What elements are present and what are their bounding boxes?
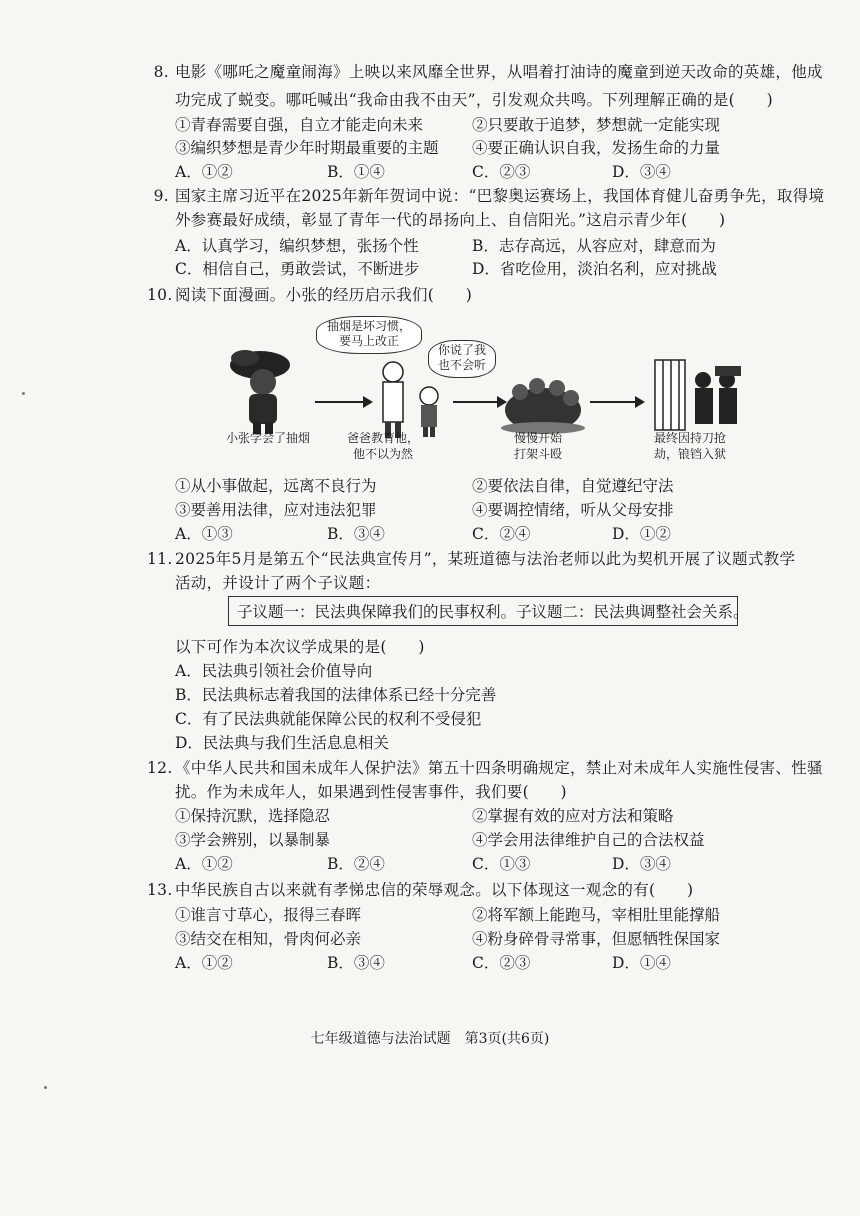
q11-choice-b: B．民法典标志着我国的法律体系已经十分完善 — [175, 686, 497, 704]
question-12-line-2: 扰。作为未成年人，如果遇到性侵害事件，我们要( ) — [175, 783, 567, 801]
q10-option-1: ①从小事做起，远离不良行为 — [175, 477, 377, 495]
q9-choice-d: D．省吃俭用，淡泊名利，应对挑战 — [472, 260, 717, 278]
question-9-line-2: 外参赛最好成绩，彰显了青年一代的昂扬向上、自信阳光。”这启示青少年( ) — [175, 211, 726, 229]
q9-choice-a: A．认真学习，编织梦想，张扬个性 — [175, 237, 419, 255]
scan-speck — [44, 1086, 47, 1089]
q13-choice-b: B．③④ — [327, 954, 385, 972]
q13-choice-c: C．②③ — [472, 954, 531, 972]
question-11-line-3: 以下可作为本次议学成果的是( ) — [175, 638, 425, 656]
q10-option-2: ②要依法自律，自觉遵纪守法 — [472, 477, 674, 495]
q8-option-2: ②只要敢于追梦，梦想就一定能实现 — [472, 116, 721, 134]
q13-option-2: ②将军额上能跑马，宰相肚里能撑船 — [472, 906, 721, 924]
q9-choice-c: C．相信自己，勇敢尝试，不断进步 — [175, 260, 420, 278]
comic-caption-2: 爸爸教育他， 他不以为然 — [347, 431, 420, 461]
q12-option-2: ②掌握有效的应对方法和策略 — [472, 807, 674, 825]
question-11-line-2: 活动，并设计了两个子议题： — [175, 574, 381, 592]
q12-choice-c: C．①③ — [472, 855, 531, 873]
q13-choice-a: A．①② — [175, 954, 233, 972]
question-12-line-1: 12. 《中华人民共和国未成年人保护法》第五十四条明确规定，禁止对未成年人实施性侵害、性骚 — [147, 759, 823, 777]
q11-choice-d: D．民法典与我们生活息息相关 — [175, 734, 389, 752]
speech-bubble-son: 你说了我 也不会听 — [428, 340, 496, 378]
q12-option-3: ③学会辨别，以暴制暴 — [175, 831, 331, 849]
q8-option-1: ①青春需要自强，自立才能走向未来 — [175, 116, 424, 134]
q9-choice-b: B．志存高远，从容应对，肆意而为 — [472, 237, 716, 255]
q10-choice-c: C．②④ — [472, 525, 531, 543]
q13-choice-d: D．①④ — [612, 954, 671, 972]
q10-option-3: ③要善用法律，应对违法犯罪 — [175, 501, 377, 519]
question-9-line-1: 9. 国家主席习近平在2025年新年贺词中说：“巴黎奥运赛场上，我国体育健儿奋勇争先，取得境 — [153, 187, 825, 205]
q13-option-4: ④粉身碎骨寻常事，但愿牺牲保国家 — [472, 930, 721, 948]
q10-choice-a: A．①③ — [175, 525, 233, 543]
q8-choice-a: A．①② — [175, 163, 233, 181]
q10-option-4: ④要调控情绪，听从父母安排 — [472, 501, 674, 519]
q11-choice-c: C．有了民法典就能保障公民的权利不受侵犯 — [175, 710, 482, 728]
father-and-son-figure — [383, 362, 438, 438]
q10-choice-d: D．①② — [612, 525, 671, 543]
smoking-boy-figure — [230, 350, 290, 434]
q8-option-3: ③编织梦想是青少年时期最重要的主题 — [175, 139, 439, 157]
q12-option-4: ④学会用法律维护自己的合法权益 — [472, 831, 705, 849]
question-13-line-1: 13. 中华民族自古以来就有孝悌忠信的荣辱观念。以下体现这一观念的有( ) — [147, 881, 694, 899]
q11-choice-a: A．民法典引领社会价值导向 — [175, 662, 373, 680]
sub-topic-box: 子议题一：民法典保障我们的民事权利。子议题二：民法典调整社会关系。 — [228, 596, 738, 626]
q12-option-1: ①保持沉默，选择隐忍 — [175, 807, 331, 825]
q12-choice-b: B．②④ — [327, 855, 385, 873]
q8-option-4: ④要正确认识自我，发扬生命的力量 — [472, 139, 721, 157]
q10-choice-b: B．③④ — [327, 525, 385, 543]
q8-choice-b: B．①④ — [327, 163, 385, 181]
scan-speck — [22, 392, 25, 395]
q12-choice-a: A．①② — [175, 855, 233, 873]
fighting-group-figure — [501, 378, 585, 434]
comic-caption-4: 最终因持刀抢 劫，锒铛入狱 — [654, 431, 727, 461]
q8-choice-c: C．②③ — [472, 163, 531, 181]
question-8-line-2: 功完成了蜕变。哪吒喊出“我命由我不由天”，引发观众共鸣。下列理解正确的是( ) — [175, 91, 773, 109]
question-10-line-1: 10. 阅读下面漫画。小张的经历启示我们( ) — [147, 286, 473, 304]
speech-bubble-father: 抽烟是坏习惯， 要马上改正 — [316, 316, 422, 354]
comic-caption-3: 慢慢开始 打架斗殴 — [514, 431, 563, 461]
page-footer: 七年级道德与法治试题 第3页(共6页) — [310, 1031, 550, 1047]
question-8-line-1: 8. 电影《哪吒之魔童闹海》上映以来风靡全世界，从唱着打油诗的魔童到逆天改命的英雄，他成 — [153, 63, 823, 81]
question-11-line-1: 11. 2025年5月是第五个“民法典宣传月”，某班道德与法治老师以此为契机开展了议题式教学 — [147, 550, 796, 568]
comic-caption-1: 小张学会了抽烟 — [226, 431, 311, 445]
q13-option-3: ③结交在相知，骨肉何必亲 — [175, 930, 362, 948]
q13-option-1: ①谁言寸草心，报得三春晖 — [175, 906, 362, 924]
prison-figure — [655, 360, 741, 430]
q12-choice-d: D．③④ — [612, 855, 671, 873]
q8-choice-d: D．③④ — [612, 163, 671, 181]
